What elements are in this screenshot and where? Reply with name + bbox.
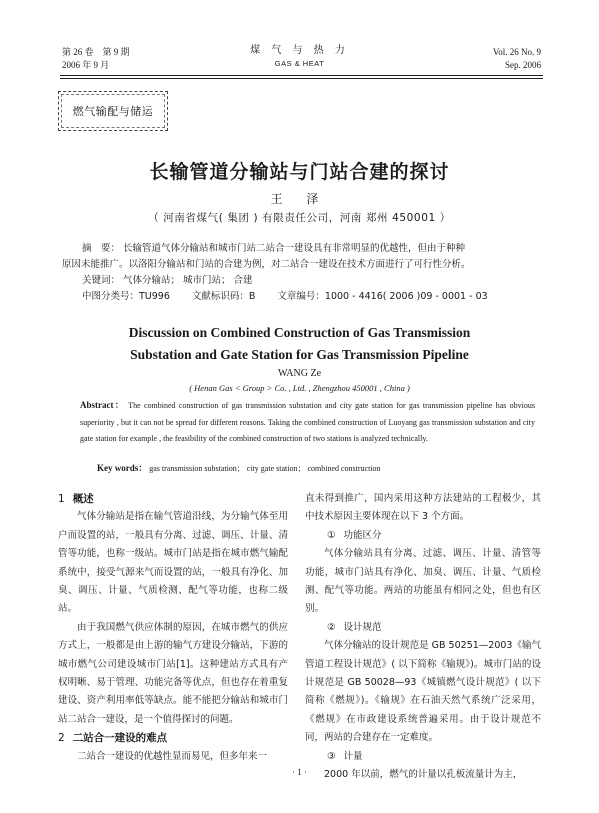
subsection-heading	[305, 619, 541, 637]
body-paragraph: 2000 年以前，燃气的计量以孔板流量计为主，	[324, 769, 523, 781]
keywords-en-text: gas transmission substation； city gate station； combined construction	[147, 464, 381, 473]
abstract-cn-line1: 摘 要： 长输管道气体分输站和城市门站二站合一建设具有非常明显的优越性，但由于种种	[82, 243, 466, 254]
column-label: 燃气输配与储运	[61, 94, 165, 128]
journal-name-cn: 煤 气 与 热 力	[250, 45, 349, 56]
abstract-en-text: The combined construction of gas transmission substation and city gate station for gas transmission pipeline has obvious superiority , but it can not be spread for different reasons. Taking the combined construction of Luoyang gas transmission substation and city gate station for example , the feasibility of the combined construction of two stations is analyzed technically.	[80, 401, 536, 443]
volume-issue: 第 26 卷 第 9 期	[62, 47, 130, 57]
body-paragraph: 气体分输站的设计规范是 GB 50251—2003《输气管道工程设计规范》( 以下简称《输规》)。城市门站的设计规范是 GB 50028—93《城镇燃气设计规范》( 以下简称《燃规》)。《输规》在石油天然气系统广泛采用，《燃规》在市政建设系统普遍采用。由于设计规范不同，两站的合建存在一定难度。	[305, 640, 541, 744]
page-number: · 1 ·	[292, 767, 307, 777]
abstract-cn	[62, 241, 546, 305]
journal-volume-info-en	[493, 46, 541, 72]
abstract-en	[80, 397, 535, 448]
body-paragraph: 气体分输站具有分离、过滤、调压、计量、清管等功能，城市门站具有净化、加臭、调压、计量、气质检测、配气等功能。两站的功能虽有相同之处，但也有区别。	[305, 548, 541, 615]
class-number: 中图分类号：TU996	[82, 291, 170, 302]
body-paragraph: 由于我国燃气供应体制的原因，在城市燃气的供应方式上，一般都是由上游的输气方建设分输站，下游的城市燃气公司建设城市门站[1]。这种建站方式具有产权明晰、易于管理、功能完备等优点，但也存在着重复建设、资产利用率低等缺点。能不能把分输站和城市门站二站合一建设，是一个值得探讨的问题。	[58, 621, 288, 725]
author-en: WANG Ze	[277, 368, 322, 379]
issue-date: 2006 年 9 月	[62, 60, 110, 70]
subsection-heading	[305, 527, 541, 545]
body-column-left	[58, 490, 288, 766]
affiliation-cn: （ 河南省煤气( 集团 ) 有限责任公司，河南 郑州 450001 ）	[148, 212, 451, 224]
subsection-marker: ③	[327, 750, 336, 762]
subsection-title: 设计规范	[343, 621, 382, 633]
section-heading	[58, 729, 288, 747]
article-title-en	[0, 322, 599, 366]
section-number: 2	[58, 732, 65, 745]
keywords-en-label: Key words：	[97, 463, 148, 473]
header-rule-thick	[60, 75, 543, 76]
article-title-en-line2: Substation and Gate Station for Gas Transmission Pipeline	[130, 347, 469, 362]
journal-name-en: GAS & HEAT	[274, 59, 325, 68]
body-column-right	[305, 490, 541, 785]
classification-line	[62, 289, 546, 305]
section-title: 二站合一建设的难点	[72, 732, 168, 745]
body-paragraph: 直未得到推广，国内采用这种方法建站的工程极少，其中技术原因主要体现在以下 3 个方面。	[305, 493, 541, 523]
subsection-heading	[305, 748, 541, 766]
subsection-title: 计量	[343, 750, 363, 762]
abstract-cn-line2: 原因未能推广。以洛阳分输站和门站的合建为例，对二站合一建设在技术方面进行了可行性分析。	[62, 259, 471, 270]
keywords-en	[97, 461, 381, 474]
header-rule-thin	[60, 78, 543, 79]
section-number: 1	[58, 493, 65, 505]
document-code: 文献标识码：B	[191, 291, 256, 302]
article-number: 文章编号：1000 - 4416( 2006 )09 - 0001 - 03	[277, 291, 488, 302]
issue-date-en: Sep. 2006	[505, 60, 541, 70]
subsection-marker: ②	[327, 621, 336, 633]
affiliation-en: ( Henan Gas < Group > Co. , Ltd. , Zhengzhou 450001 , China )	[189, 383, 410, 393]
abstract-en-label: Abstract：	[80, 400, 126, 410]
column-label-box	[58, 91, 168, 131]
article-title-cn: 长输管道分输站与门站合建的探讨	[149, 161, 450, 183]
subsection-marker: ①	[327, 529, 336, 541]
subsection-title: 功能区分	[343, 529, 382, 541]
author-cn: 王 泽	[270, 192, 329, 206]
body-paragraph: 气体分输站是指在输气管道沿线，为分输气体至用户而设置的站，一般具有分离、过滤、调压、计量、清管等功能，也称一级站。城市门站是指在城市燃气输配系统中，接受气源来气而设置的站，一般具有净化、加臭、调压、计量、气质检测、配气等功能，也称二级站。	[58, 511, 288, 615]
section-title: 概述	[72, 493, 94, 505]
volume-issue-en: Vol. 26 No. 9	[492, 47, 541, 57]
article-title-en-line1: Discussion on Combined Construction of Gas Transmission	[128, 325, 471, 340]
body-paragraph: 二站合一建设的优越性显而易见，但多年来一	[77, 750, 268, 762]
section-heading	[58, 490, 288, 508]
keywords-cn: 关键词： 气体分输站； 城市门站； 合建	[82, 275, 253, 286]
